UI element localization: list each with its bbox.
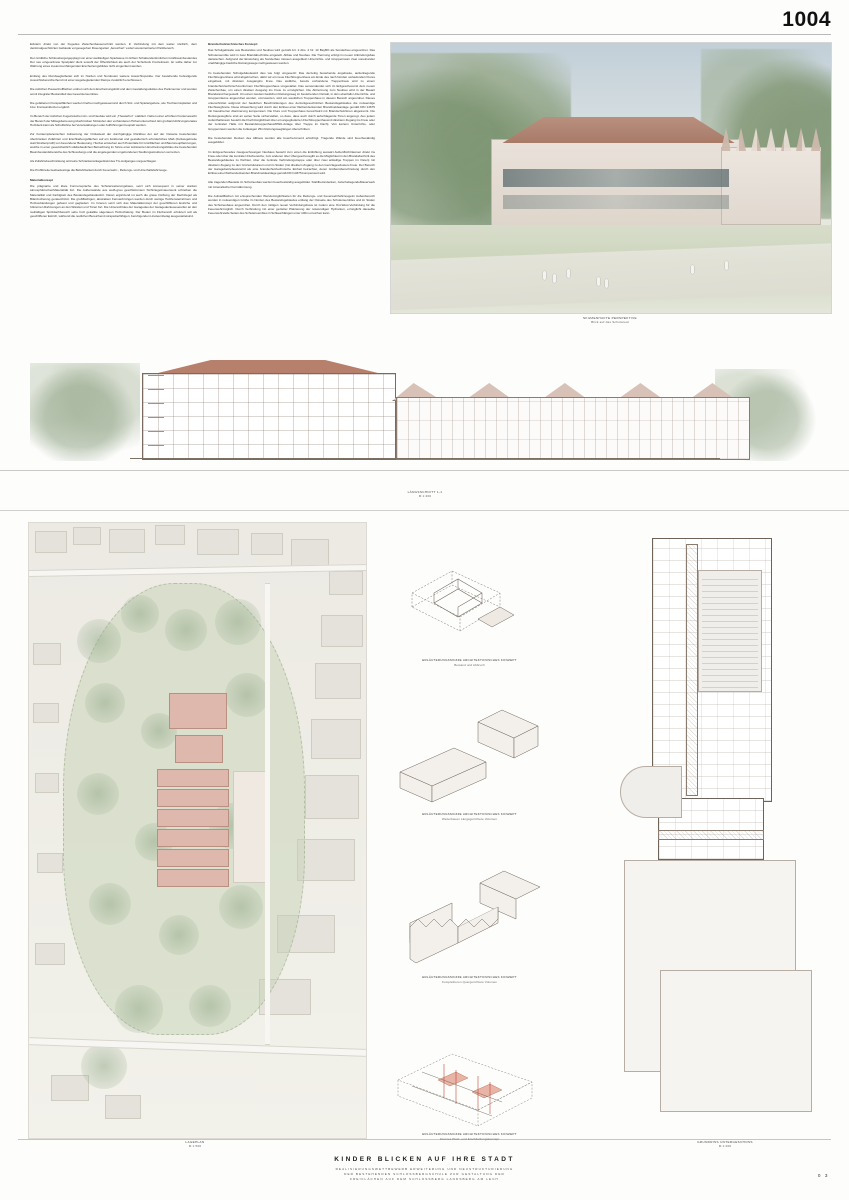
plan-seating-rows: [702, 574, 758, 688]
context-building: [321, 615, 363, 647]
concept-axo-4-drawing: [382, 1020, 557, 1135]
tree-canopy: [215, 599, 261, 645]
caption-title: LÄNGSSCHNITT 1-1: [407, 490, 443, 494]
paragraph: Entlang des Rundweglarbeitet sich im Norden und Nordosten weitere Aussichtspunkte. Der bestehende befestigende Aussichtsbereicherhend mit einer wegebegleitenden Rampe zusätzlich erschlossen.: [30, 73, 197, 82]
caption-subtitle: Komplettieren Quergerichtete Volumen: [441, 979, 498, 984]
plan-hall: [698, 570, 762, 692]
tree-canopy: [81, 1043, 127, 1089]
school-existing-building: [169, 693, 227, 729]
school-new-wing: [157, 829, 229, 847]
section-caption: [330, 490, 520, 499]
concept-axo-2: [382, 700, 557, 815]
level-tick: [148, 417, 164, 431]
mid-divider: [0, 470, 849, 471]
context-building: [105, 1095, 141, 1119]
project-title: KINDER BLICKEN AUF IHRE STADT: [334, 1155, 515, 1163]
figure-person: [567, 269, 570, 278]
caption-scale: M 1:200: [718, 1144, 732, 1149]
paragraph: Im bestehenden Schulgebäudewird dies wie folgt umgesetzt: Das derzeitig bestehende angebaute, außenliegende Fluchttreppenhaus wird abgebrochen, dafür wir ein neue Fluchttreppenhaus am Ende des nach Norden verlaufenden Flures eingebaut, mit direktem Ausgangins Freie. Das südliche, bereits vorhandene Treppenhaus wird zu einem brandschutztechnisch-konformen Fluchttreppenhaus umgestaltet. Das serwendendet sich im Erdgeschossmit dem neuen Zwischenbau, um einen direkten Ausgang ins Freie zu ermöglichen. Die Abtrennung zum Neubau wird in der Bauart Brandwand hergestellt. Um einen zweiten baulichen Rettungsweg im bestehenden Ostrakt, in dem ebenfalls Unterrichts- und Gruppenräume angeordnet werden, umzusetzen, wird am westlichen Treppenhaus in diesem Bereich angeordnet. Dieses unterschnittet aufgrund der baulichen Beschränkungen des derzeitigesschützten Bestandsgebäudes die notwendige Fluchtwegbreite. Diese Abweichung wird durch den Einbau einer flächendeckenden Brandmeldeanlage gemäß DIN 14675 mit hausinterner Alarmierung kompensiert. Die Flure und Treppenhaus bereichwird mit Brandschutztüren abgetrennt. Die Rettungswegflure sind an seiner Seite sicherstellen, so dass, dass auch durch aufschlagende Türen angeregt. Aus jedem Aufenthaltsraum besteht die Fluchtmöglichkeit über ein angeglioderten Fluchttreppenhausmit direktem Zugang ins Freie oder der zentralen Halle mit Bestandstreppenhaus/RWA-Anlage über Treppe im Dach). Von keinem Unterrichts- oder Gruppenraum werden die zulässigen 25m Rettungsweglängen überschritten.: [208, 70, 375, 131]
longitudinal-section-drawing: [30, 355, 820, 465]
paragraph: Die bestehenden Decken des Altbaus werden alle feuerhemmend ertüchtigt. Tragende Wände sind feuerbeständig ausgebildet.: [208, 135, 375, 145]
caption-subtitle: Weiterbauen Längsgerichtete Volumen: [441, 816, 498, 821]
context-building: [109, 529, 145, 553]
caption-scale: M 1:200: [418, 494, 432, 499]
context-building: [51, 1075, 89, 1101]
context-building: [33, 703, 59, 723]
tree-canopy: [85, 683, 125, 723]
school-new-wing: [157, 849, 229, 867]
context-building: [35, 773, 59, 793]
section-divider: [0, 510, 849, 511]
heading-material-concept: Materialkonzept: [30, 177, 54, 182]
context-building: [37, 853, 63, 873]
school-new-wing: [157, 789, 229, 807]
caption-title: LAGEPLAN: [185, 1140, 205, 1144]
project-subtitle-line-1: REALISIERUNGSWETTBEWERB ERWEITERUNG UND NEUSTRUKTURIERUNG: [335, 1166, 514, 1171]
concept-axo-1: [382, 545, 557, 660]
paragraph: Die prägnante und klare Formensprache des Schulerweiterungsbaus, setzt sich konsequent in seiner starken atmosphärischenMaterialität fort. Die Außenwände aus weiß-grau geschlämmtem Sichtziegelmauerwerk schreiben die Materialität und Farbigkeit des Bestandsgebäudesfort. Daran ergänzend ist auch die graue Färbung der Dachziegel als Bilanzschwung gerateichtmit. Die großflächigen, abstrakten Fensterbrüngen werden durch wertige Holzfensterrahmen und Holzverkleidungen gefasst und gegliedert. Im Inneren setzt sich das Materialkonzept der geschliffenen Estriche und hölzernen Rahmungen an den Wänden und Türen fort. Die Untersichtdes der Garagedes der Garagedeckesesereifen an den rauhältigen Spitzdachbereich sehe holz gekalkte sägerauen Holzschalung. Der Boden im Flurbereich erfolutert soll als geschliffener Estrich, während die restlichen Bereichemit strapazierfähigen, beruhigenden Linoleumbelag ausgestattetsind.: [30, 183, 197, 219]
paragraph: Alle tragenden Bauteile im Schulneubau werden feuerbeständig ausgebildet. Stahlbetondecken, zwischeliegendeMauerwerk mit mineralischer Kerndämmung.: [208, 180, 375, 189]
paragraph: Der nördliche Schlossbergetgepplagt von einer weitläufigen Spielwiese im lichten Schattendenkmlichen Großbaumbestandes Der neu eingeordnete Spielplatz dient sowohl der Öffentlichkeit als auch der Schulzeck Freizeitraum. Er sollte daher zur Wahrung eines zusammenhängenden Erscheinungsbildes nicht eingezäunt werden.: [30, 55, 197, 69]
heading-fire-concept: Brandschutztechnisches Konzept:: [208, 42, 258, 46]
caption-title: ERLÄUTERUNGSSKIZZE ARCHITEKTONISCHES KONZEPT: [422, 812, 517, 816]
caption-scale: M 1:500: [188, 1144, 202, 1149]
context-building: [329, 571, 363, 595]
section-new-building: [396, 397, 750, 460]
section-level-dimensions: [148, 375, 164, 457]
context-building: [311, 719, 361, 759]
paragraph: Als Zufahrtsbeschränkung wird eine Schrankenanlagedirekt des TG-Aufganges vorgeschlagen.: [30, 158, 157, 163]
page-marker: 0 3: [817, 1173, 829, 1178]
level-tick: [148, 375, 164, 389]
header-divider: [18, 34, 831, 35]
tree-canopy: [115, 985, 163, 1033]
context-building: [197, 529, 239, 555]
concept-axo-3: [382, 865, 557, 980]
context-building: [35, 943, 65, 965]
street: [265, 583, 270, 1045]
caption-title: ERLÄUTERUNGSSKIZZE ARCHITEKTONISCHES KONZEPT: [422, 1132, 517, 1136]
sheet-footer: [0, 1156, 849, 1182]
school-link-building: [175, 735, 223, 763]
tree-canopy: [121, 595, 159, 633]
concept-axo-2-caption: [382, 812, 557, 821]
text-column-right: [208, 42, 375, 221]
figure-person: [605, 279, 608, 288]
figure-person: [543, 271, 546, 280]
tree-canopy: [225, 673, 269, 717]
caption-subtitle: Bestand und Abbruch: [454, 662, 485, 667]
text-column-left: [30, 42, 197, 223]
caption-title: ERLÄUTERUNGSSKIZZE ARCHITEKTONISCHES KONZEPT: [422, 658, 517, 662]
tree-canopy: [77, 619, 121, 663]
level-tick: [148, 403, 164, 417]
level-tick: [148, 445, 164, 459]
tree-canopy: [159, 915, 199, 955]
context-building: [251, 533, 283, 555]
paragraph: Das Schulgebäude aus Bestandes und Neubau wird gemäß Art. 2 Abs. 4 Nr. 13 BayBO als Sonderbau eingeordnet. Das Schulensemble wird in zwei Brandabschnitte eingeteilt. Altbau und Neubau. Die Trennung erfolgt im neuen Anbindungsbau dazwischen. Aufgrund der Einstufung als Sonderbau müssen ausgeblein Unterrichts- und Gruppenraum zwei voneinander unabhängige bauliche Rettungswege nachgewiesen werden.: [208, 48, 375, 66]
context-building: [33, 643, 61, 665]
school-new-wing: [157, 869, 229, 887]
basement-floor-plan: [600, 530, 825, 1130]
context-building: [35, 531, 67, 553]
section-ground-line: [130, 458, 720, 459]
context-building: [291, 539, 329, 567]
building-east-wing: [721, 147, 821, 225]
plan-round-annex: [620, 766, 682, 818]
glazing-band-lower: [503, 195, 729, 209]
section-trees-left: [30, 363, 140, 461]
siteplan-caption: [100, 1140, 290, 1149]
school-new-wing: [157, 769, 229, 787]
concept-axo-1-caption: [382, 658, 557, 667]
glazing-band-upper: [503, 169, 729, 187]
plan-corridor-wall: [686, 544, 698, 796]
context-building: [305, 775, 359, 819]
caption-title: SKIZZENHAFTE PERSPEKTIVE: [583, 316, 637, 320]
plan-garage-outline: [660, 970, 812, 1112]
section-existing-building: [142, 373, 396, 460]
plan-firewall: [658, 830, 764, 840]
figure-person: [725, 261, 728, 270]
paragraph: Eckiarm direkt von der Fugedes Zwischenbauserschnitt werden. In Verbindung mit dem weiter nördlich, dem denkmalgeschützten Gebäude vorgesegehen Rosengarten „bereichert“ exdert westorientierten Parkbereich.: [30, 42, 197, 51]
caption-subtitle: Blick auf das Schulareal: [591, 320, 629, 325]
caption-subtitle: Internes Platz- und Erschließungskonzept: [439, 1136, 500, 1141]
tree-canopy: [189, 985, 231, 1027]
concept-axo-3-caption: [382, 975, 557, 984]
paragraph: Im Bereich der östlichen Fugezwischen An- und Neubau wird ein „Theaterhof “ etabliert. Neben einer erhöhten Freitersewefür der Bereich der Mittagsbetreuung überbrücken Sitzstufen den vorhandenen Höhenunterschied. Ein großanzuführungstonales Holzdeck kann als Schulbühne bei Veranstaltungen oder Aufführungen bespielt werden.: [30, 114, 197, 128]
paragraph: Die Profitbreite beidseitestüge die Befahrbarkeit durch Feuerwehr-, Rettungs- und Unterhaltsfahrzeuge.: [30, 168, 168, 173]
sheet-number: 1004: [782, 8, 831, 31]
tree-canopy: [77, 773, 119, 815]
paragraph: Im Erdgeschossdes zweigeschossigen Neubaus besteht zum einen die Entlüftung auswärt Außenflüchträumen direkt ins Freie oder über die zentralen Flurbereiche, zum anderen über Übergeschossgibt so die Möglichkeit in den Brandabschnitt des Bestandsgebäudes zu flüchten, über die zentrale Verbindungstreppe oder über zwei anläufige Treppen im Osten) mit direktem Zugang zu den Grünstrukturaum und im Süden (mit direktem Zugang zu den Genzlagesclusters Freie. Der Bereich der Garagebetriebewerwird als eine brandschutztechnische Einheit betrachtet, deren Größenüberschreitung durch den Einbau einer flächendeckenden Brandmeldeanlage gemäß DIN 14675 kompensiert wird.: [208, 149, 375, 176]
caption-title: GRUNDRISS UNTERGESCHOSS: [697, 1140, 753, 1144]
context-building: [155, 525, 185, 545]
level-tick: [148, 431, 164, 445]
project-subtitle-line-3: FREIFLÄCHEN AUF DEM SCHLOSSBERG LANDSBERG AM LECH: [350, 1176, 499, 1181]
figure-person: [553, 274, 556, 283]
context-building: [315, 663, 361, 699]
school-new-wing: [157, 809, 229, 827]
perspective-caption: [390, 316, 830, 325]
perspective-render: [390, 42, 832, 314]
figure-person: [597, 277, 600, 286]
context-building: [297, 839, 355, 881]
level-tick: [148, 389, 164, 403]
tree-canopy: [89, 883, 131, 925]
floorplan-caption: [630, 1140, 820, 1149]
caption-title: ERLÄUTERUNGSSKIZZE ARCHITEKTONISCHES KONZEPT: [422, 975, 517, 979]
concept-axo-4-caption: [382, 1132, 557, 1141]
paragraph: Die Aufstellflächen mit entsprechenden Wendemöglichkeiten für die Rettungs- und Feuerwehrfahrzeugeim Außenbereich werden in notwendigen Größe im Norden des Bestandsgebäudes entlang der Ostseite des Schulensembles und im Süden des Schulneubaus angeordnet. Durch den mittigen neuen Verbindungsbaus ist zudem eine Ost-West-Verbindung für die Feuerwehrmöglich. Durch Verbindung mit einer gezielter Platzierung der notwendigen Hydranten, ermöglicht dasselbe Feuerwehrstelle Seiten des Schulensembles in Schlauchlängen unter 100m erreichen kann.: [208, 194, 375, 216]
concept-axo-4: [382, 1020, 557, 1135]
school-courtyard-edge: [233, 771, 269, 883]
tree-canopy: [165, 609, 207, 651]
concept-axo-1-drawing: [382, 545, 557, 660]
paragraph: Die östlichen Pausenhofflächen ordnen sich dem Erscheinungsbild und dem Gestaltungsduktus des Parkcounter und werden somit integraler Bestandteil des Gesamtensembles.: [30, 87, 197, 96]
section-existing-grid: [143, 374, 395, 459]
tree-canopy: [219, 885, 263, 929]
concept-axo-3-drawing: [382, 865, 557, 980]
paragraph: Die gefaltenen Freispielflächen werden hierbei nachgewiesenund durch Sitz- und Spielangebote, wie Tischtennisplatten und bzw. Freiraumklotzen ergänzt.: [30, 100, 197, 110]
section-new-grid: [397, 398, 749, 459]
concept-axo-2-drawing: [382, 700, 557, 815]
paragraph: Zur freiraumplanerischen Aufwertung der Ordseitesit der durchgängige Rückbau der auf der Ostseite bestehenden überbrücken Zufahrten und Erschließungsflächen auf ein funktional und gestalterisch erforderliches Maß (Fußwegebreite statt Straßenprofil) von besonderer Bedeutung. Hierbei entstehen auch Potentiale für Grünflächen und Baumneupflanzungen, welche in einer gesamtheitlich städtebaulichen Betrachtung im Sinne einer kohärenten Erscheinungsbildes die bestehenden Baumbestandsbereiche des Schlossbergs und die angelegenden ungebundenen Siedlungsstrukturen vernetzen.: [30, 132, 197, 154]
figure-person: [691, 265, 694, 274]
site-plan: [28, 522, 367, 1139]
project-subtitle-line-2: DER BESTEHENDEN SCHLOSSBERGSCHULE ZUR GESTALTUNG DER: [344, 1171, 505, 1176]
context-building: [73, 527, 101, 545]
